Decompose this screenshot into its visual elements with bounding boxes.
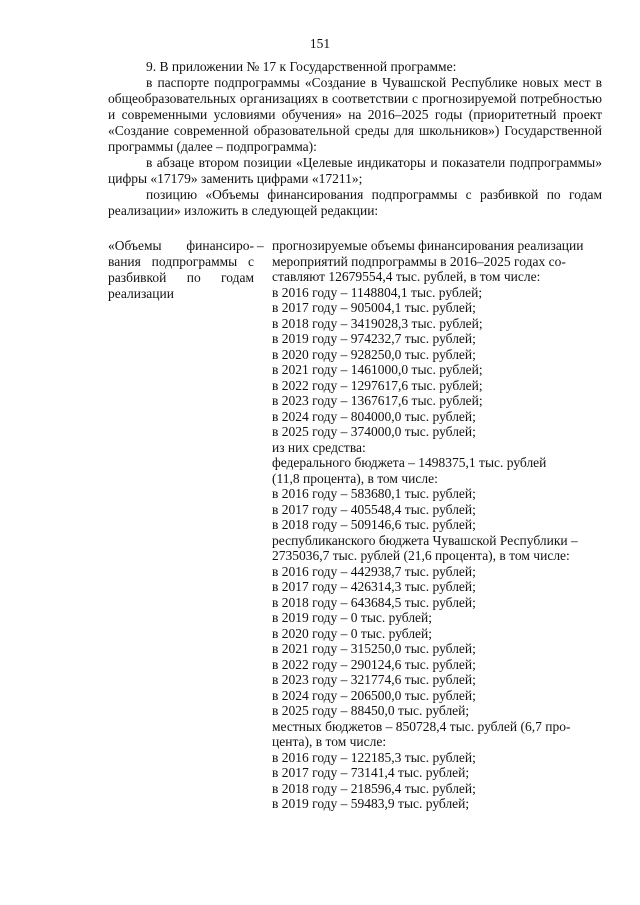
financing-line: в 2017 году – 905004,1 тыс. рублей;: [272, 300, 476, 315]
amendment-intro: [108, 59, 602, 219]
financing-line: в 2025 году – 88450,0 тыс. рублей;: [272, 703, 470, 718]
financing-line: в 2022 году – 290124,6 тыс. рублей;: [272, 656, 476, 672]
left-cell-line: разбивкой по годам: [108, 270, 254, 285]
financing-line: в 2023 году – 1367617,6 тыс. рублей;: [272, 393, 483, 408]
financing-line: в 2021 году – 315250,0 тыс. рублей;: [272, 641, 476, 656]
financing-line: ставляют 12679554,4 тыс. рублей, в том числе:: [272, 269, 541, 284]
financing-line: мероприятий подпрограммы в 2016–2025 годах со-: [272, 253, 566, 269]
financing-line: цента), в том числе:: [272, 734, 387, 749]
financing-line: 2735036,7 тыс. рублей (21,6 процента), в том числе:: [272, 548, 570, 563]
financing-line: в 2016 году – 122185,3 тыс. рублей;: [272, 749, 476, 765]
financing-line: в 2018 году – 509146,6 тыс. рублей;: [272, 517, 476, 532]
financing-line: в 2022 году – 1297617,6 тыс. рублей;: [272, 377, 483, 393]
left-cell-line: реализации: [108, 286, 174, 301]
financing-line: (11,8 процента), в том числе:: [272, 470, 438, 486]
financing-line: в 2017 году – 73141,4 тыс. рублей;: [272, 765, 470, 780]
page-number: 151: [309, 36, 331, 51]
financing-line: в 2024 году – 206500,0 тыс. рублей;: [272, 687, 476, 703]
financing-line: республиканского бюджета Чувашской Республики –: [272, 532, 578, 548]
financing-line: в 2018 году – 3419028,3 тыс. рублей;: [272, 315, 483, 331]
financing-line: в 2016 году – 442938,7 тыс. рублей;: [272, 563, 476, 579]
table-left-cell: [108, 238, 260, 302]
financing-line: в 2018 году – 643684,5 тыс. рублей;: [272, 594, 476, 610]
financing-line: из них средства:: [272, 439, 366, 455]
financing-line: в 2017 году – 426314,3 тыс. рублей;: [272, 579, 476, 594]
amendment-paragraph-indicators: в абзаце втором позиции «Целевые индикаторы и показатели подпрограммы» цифры «17179» заменить цифрами «17211»;: [108, 155, 602, 186]
amendment-item-heading: 9. В приложении № 17 к Государственной программе:: [146, 59, 457, 74]
left-cell-line: «Объемы финансиро-: [108, 238, 254, 253]
financing-line: прогнозируемые объемы финансирования реализации: [272, 238, 584, 253]
amendment-paragraph-passport: в паспорте подпрограммы «Создание в Чувашской Республике новых мест в общеобразовательных организациях в соответствии с прогнозируемой потребностью и современными условиями обучения» на 2016–2025 годы (приоритетный проект «Создание современной образовательной среды для школьников») Государственной программы (далее – подпрограмма):: [108, 75, 602, 154]
table-right-cell: [272, 238, 598, 812]
financing-line: в 2020 году – 0 тыс. рублей;: [272, 625, 433, 641]
amendment-paragraph-financing: позицию «Объемы финансирования подпрограммы с разбивкой по годам реализации» изложить в следующей редакции:: [108, 187, 602, 218]
financing-line: в 2019 году – 0 тыс. рублей;: [272, 610, 433, 625]
financing-line: федерального бюджета – 1498375,1 тыс. рублей: [272, 455, 547, 470]
financing-line: в 2019 году – 59483,9 тыс. рублей;: [272, 796, 470, 811]
financing-line: в 2016 году – 1148804,1 тыс. рублей;: [272, 284, 483, 300]
financing-line: в 2021 году – 1461000,0 тыс. рублей;: [272, 362, 483, 377]
financing-line: в 2016 году – 583680,1 тыс. рублей;: [272, 486, 476, 501]
financing-line: в 2020 году – 928250,0 тыс. рублей;: [272, 346, 476, 362]
financing-line: в 2019 году – 974232,7 тыс. рублей;: [272, 331, 476, 346]
financing-line: в 2024 году – 804000,0 тыс. рублей;: [272, 408, 476, 424]
financing-line: в 2023 году – 321774,6 тыс. рублей;: [272, 672, 476, 687]
left-cell-line: вания подпрограммы с: [108, 254, 254, 269]
table-dash: –: [257, 238, 264, 253]
financing-line: в 2025 году – 374000,0 тыс. рублей;: [272, 424, 476, 439]
financing-line: в 2017 году – 405548,4 тыс. рублей;: [272, 501, 476, 517]
financing-line: местных бюджетов – 850728,4 тыс. рублей (6,7 про-: [272, 718, 571, 734]
financing-line: в 2018 году – 218596,4 тыс. рублей;: [272, 780, 476, 796]
